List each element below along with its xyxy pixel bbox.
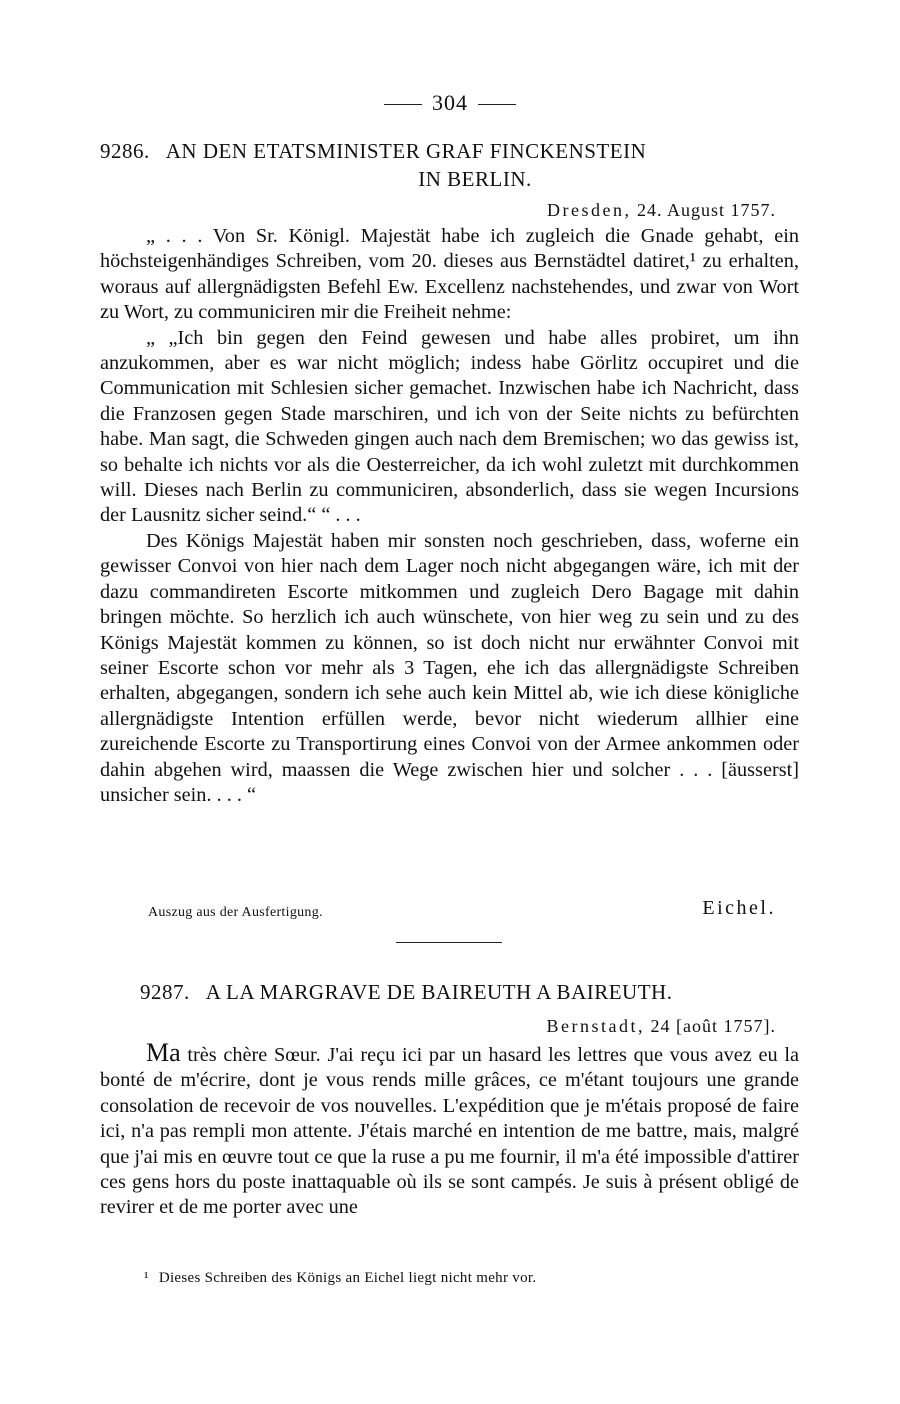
letter-9286-paragraph-3: Des Königs Majestät haben mir sonsten noch geschrieben, dass, woferne ein gewisser Convoi von hier nach dem Lager noch nicht abgegangen wäre, ich mit der dazu commandireten Escorte mitkommen und zugleich Dero Bagage mit dahin bringen möchte. So herzlich ich auch wünschete, von hier weg zu sein und zu des Königs Majestät kommen zu können, so ist doch nicht nur erwähnter Convoi mit seiner Escorte schon vor mehr als 3 Tagen, ehe ich das allergnädigste Schreiben erhalten, abgegangen, sondern ich sehe auch kein Mittel ab, wie ich diese königliche allergnädigste Intention erfüllen werde, bevor nicht wiederum allhier eine zureichende Escorte zu Transportirung eines Convoi von der Armee ankommen oder dahin abgehen wird, maassen die Wege zwischen hier und solcher . . . [äusserst] unsicher sein. . . . “	[100, 529, 799, 806]
footnote	[144, 1270, 536, 1287]
letter-9286-heading	[100, 137, 800, 193]
letter-9286-recipient: AN DEN ETATSMINISTER GRAF FINCKENSTEIN	[165, 139, 647, 163]
page-number-dash-left	[384, 104, 422, 105]
letter-9286-dateline	[547, 200, 776, 221]
letter-9287-heading-line1	[100, 978, 800, 1006]
letter-9286-source-note: Auszug aus der Ausfertigung.	[148, 905, 323, 920]
letter-9286-place: Dresden,	[547, 200, 632, 220]
letter-9287-recipient: A LA MARGRAVE DE BAIREUTH A BAIREUTH.	[205, 980, 673, 1004]
page-number-dash-right	[478, 104, 516, 105]
letter-9287-number: 9287.	[140, 980, 190, 1004]
letter-9286-heading-line1	[100, 137, 800, 165]
letter-9287-date: 24 [août 1757].	[650, 1016, 776, 1036]
letter-9287-heading	[100, 978, 800, 1006]
page-number	[0, 90, 900, 116]
letter-9286-paragraph-1: „ . . . Von Sr. Königl. Majestät habe ich zugleich die Gnade gehabt, ein höchsteigenhändiges Schreiben, vom 20. dieses aus Bernstädtel datiret,¹ zu erhalten, woraus auf allergnädigsten Befehl Ew. Excellenz nachstehendes, und zwar von Wort zu Wort, zu communiciren mir die Freiheit nehme:	[100, 225, 799, 324]
letter-9287-body	[100, 1040, 799, 1221]
letter-9287-initial: Ma	[146, 1038, 181, 1067]
letter-9286-number: 9286.	[100, 139, 150, 163]
letter-9286-date: 24. August 1757.	[636, 200, 776, 220]
letter-9286-paragraph-2: „ „Ich bin gegen den Feind gewesen und habe alles probiret, um ihn anzukommen, aber es war nicht möglich; indess habe Görlitz occupiret und die Communication mit Schlesien sicher gemachet. Inzwischen habe ich Nachricht, dass die Franzosen gegen Stade marschiren, und ich von der Seite nichts zu befürchten habe. Man sagt, die Schweden gingen auch nach dem Bremischen; wo das gewiss ist, so behalte ich nichts vor als die Oesterreicher, da ich wohl zuletzt mit durchkommen will. Dieses nach Berlin zu communiciren, absonderlich, dass sie wegen Incursions der Lausnitz sicher seind.“ “ . . .	[100, 326, 799, 527]
letter-9286-body	[100, 224, 799, 808]
footnote-text: Dieses Schreiben des Königs an Eichel liegt nicht mehr vor.	[158, 1270, 537, 1286]
letter-9286-heading-line2: IN BERLIN.	[418, 167, 532, 191]
section-divider	[396, 942, 502, 943]
letter-9286-signature: Eichel.	[702, 897, 776, 919]
letter-9287-place: Bernstadt,	[546, 1016, 646, 1036]
page-number-text: 304	[432, 90, 468, 115]
footnote-mark: ¹	[144, 1270, 149, 1286]
letter-9287-paragraph-text: très chère Sœur. J'ai reçu ici par un hasard les lettres que vous avez eu la bonté de m'écrire, dont je vous rends mille grâces, ce m'étant toujours une grande consolation de recevoir de vos nouvelles. L'expédition que je m'étais proposé de faire ici, n'a pas rempli mon attente. J'étais marché en intention de me battre, mais, malgré que j'ai mis en œuvre tout ce que la ruse a pu me fournir, il m'a été impossible d'attirer ces gens hors du poste inattaquable où ils se sont campés. Je suis à présent obligé de revirer et de me porter avec une	[100, 1044, 800, 1219]
letter-9287-dateline	[547, 1016, 776, 1037]
letter-9287-paragraph	[100, 1040, 799, 1221]
